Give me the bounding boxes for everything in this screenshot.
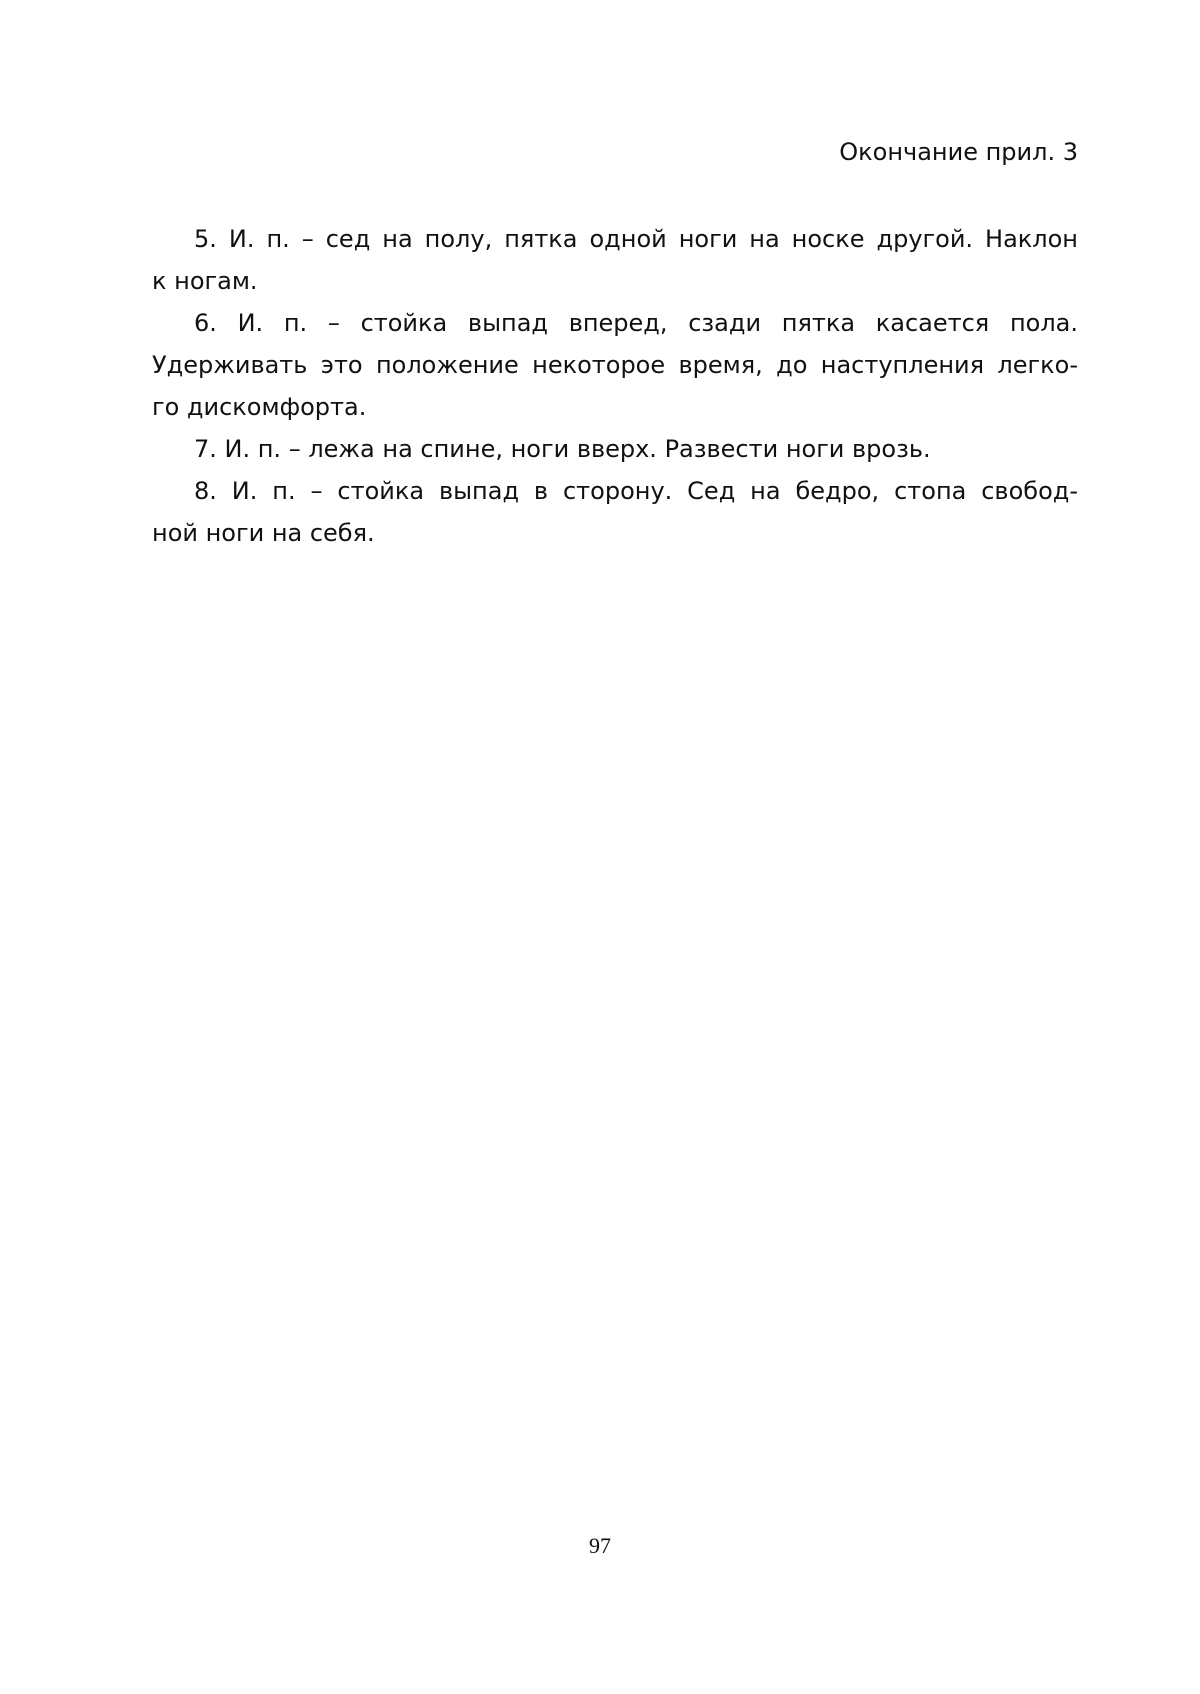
exercise-6-line-3: го дискомфорта. bbox=[152, 393, 367, 421]
exercise-6-line-2: Удерживать это положение некоторое время, до наступления легко- bbox=[152, 351, 1078, 379]
page-number: 97 bbox=[589, 1533, 611, 1558]
exercise-8-line-2: ной ноги на себя. bbox=[152, 519, 375, 547]
exercise-8-line-1: 8. И. п. – стойка выпад в сторону. Сед на бедро, стопа свобод- bbox=[194, 477, 1078, 505]
exercise-5-line-2: к ногам. bbox=[152, 267, 258, 295]
exercise-item-5 bbox=[152, 218, 1078, 302]
exercise-list bbox=[152, 218, 1078, 554]
exercise-item-7 bbox=[152, 428, 1078, 470]
exercise-item-8 bbox=[152, 470, 1078, 554]
exercise-7-line-1: 7. И. п. – лежа на спине, ноги вверх. Развести ноги врозь. bbox=[194, 435, 931, 463]
appendix-label: Окончание прил. 3 bbox=[839, 138, 1078, 166]
exercise-item-6 bbox=[152, 302, 1078, 428]
exercise-6-line-1: 6. И. п. – стойка выпад вперед, сзади пятка касается пола. bbox=[194, 309, 1078, 337]
exercise-5-line-1: 5. И. п. – сед на полу, пятка одной ноги на носке другой. Наклон bbox=[194, 225, 1078, 253]
